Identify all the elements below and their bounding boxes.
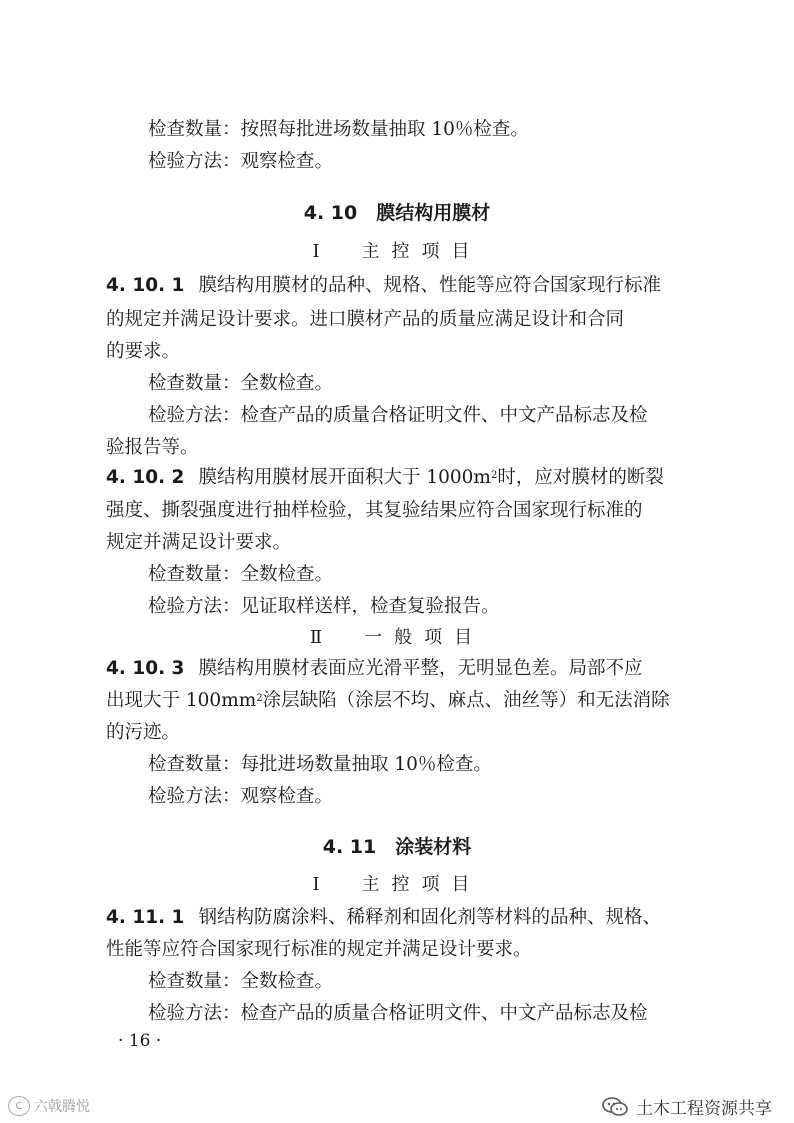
inspection-quantity: 检查数量：每批进场数量抽取 10％检查。	[148, 754, 492, 775]
clause-4-10-1-line3: 的要求。	[106, 341, 181, 362]
inspection-method: 检验方法：观察检查。	[148, 151, 334, 172]
inspection-quantity: 检查数量：全数检查。	[148, 564, 334, 585]
clause-4-10-1-line2: 的规定并满足设计要求。进口膜材产品的质量应满足设计和合同	[106, 309, 625, 330]
subsection-general: Ⅱ 一般项目	[309, 627, 485, 648]
watermark-right-text: 土木工程资源共享	[636, 1099, 772, 1119]
subsection-main-control: Ⅰ 主控项目	[312, 241, 482, 262]
inspection-method: 检验方法：见证取样送样，检查复验报告。	[148, 596, 500, 617]
clause-4-10-1-line1: 4. 10. 1 膜结构用膜材的品种、规格、性能等应符合国家现行标准	[106, 275, 661, 296]
watermark-right	[602, 1094, 772, 1119]
clause-4-11-1-line1: 4. 11. 1 钢结构防腐涂料、稀释剂和固化剂等材料的品种、规格、	[106, 907, 661, 928]
page-number: · 16 ·	[118, 1031, 162, 1051]
clause-4-10-2-line3: 规定并满足设计要求。	[106, 532, 292, 553]
clause-number: 4. 10. 2	[106, 467, 185, 488]
inspection-method: 检验方法：检查产品的质量合格证明文件、中文产品标志及检	[148, 1003, 648, 1024]
subsection-main-control: Ⅰ 主控项目	[312, 874, 482, 895]
watermark-left	[8, 1096, 90, 1116]
inspection-method-cont: 验报告等。	[106, 437, 199, 458]
clause-number: 4. 11. 1	[106, 907, 185, 928]
clause-4-10-3-line1: 4. 10. 3 膜结构用膜材表面应光滑平整，无明显色差。局部不应	[106, 658, 643, 679]
watermark-left-text: 六戟腾悦	[34, 1099, 90, 1115]
clause-4-10-3-line3: 的污迹。	[106, 722, 181, 743]
clause-number: 4. 10. 3	[106, 658, 185, 679]
wechat-icon	[602, 1097, 628, 1117]
clause-number: 4. 10. 1	[106, 275, 185, 296]
inspection-quantity: 检查数量：全数检查。	[148, 971, 334, 992]
clause-4-11-1-line2: 性能等应符合国家现行标准的规定并满足设计要求。	[106, 939, 532, 960]
clause-4-10-2-line1: 4. 10. 2 膜结构用膜材展开面积大于 $1000m^2$时，应对膜材的断裂	[106, 467, 664, 488]
logo-icon: C	[8, 1096, 30, 1116]
clause-4-10-2-line2: 强度、撕裂强度进行抽样检验，其复验结果应符合国家现行标准的	[106, 500, 643, 521]
inspection-method: 检验方法：检查产品的质量合格证明文件、中文产品标志及检	[148, 405, 648, 426]
inspection-quantity: 检查数量：按照每批进场数量抽取 10％检查。	[148, 119, 529, 140]
inspection-method: 检验方法：观察检查。	[148, 786, 334, 807]
section-title-4-11: 4. 11 涂装材料	[322, 836, 472, 858]
inspection-quantity: 检查数量：全数检查。	[148, 373, 334, 394]
section-title-4-10: 4. 10 膜结构用膜材	[303, 202, 491, 224]
clause-4-10-3-line2: 出现大于 $100mm^2$涂层缺陷（涂层不均、麻点、油丝等）和无法消除	[106, 690, 670, 711]
